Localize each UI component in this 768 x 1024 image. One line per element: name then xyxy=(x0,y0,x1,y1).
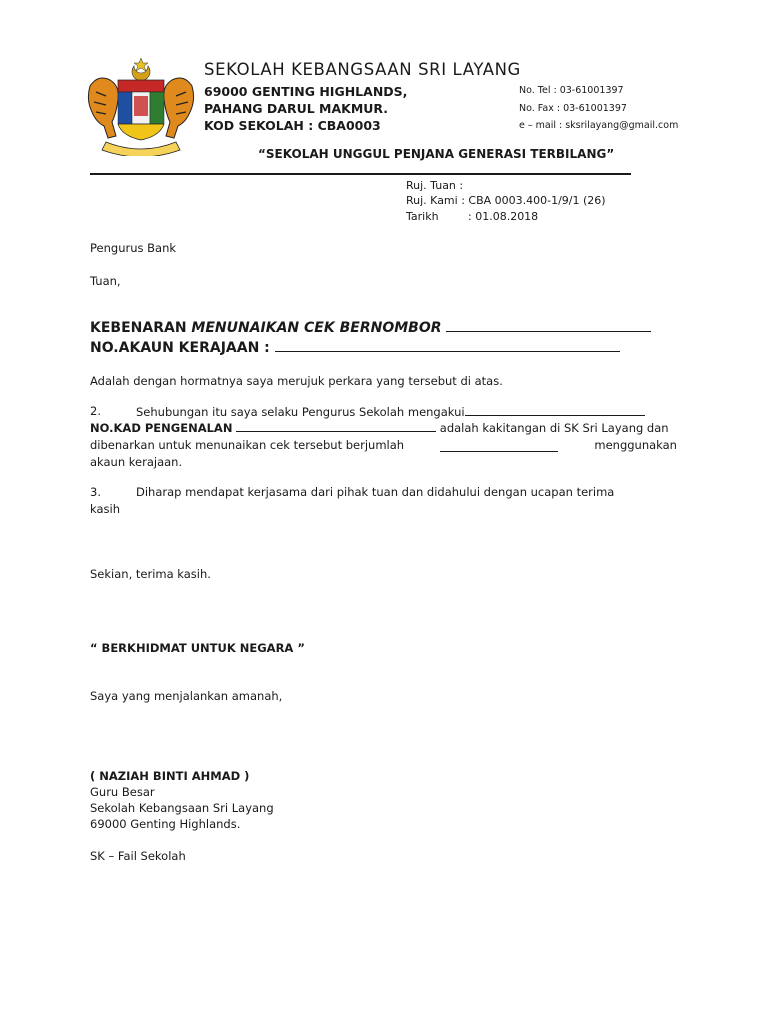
subject-account-label: NO.AKAUN KERAJAAN : xyxy=(90,340,270,356)
paragraph-2-text-a: Sehubungan itu saya selaku Pengurus Sekolah mengakui xyxy=(136,405,465,419)
ic-number-blank xyxy=(236,420,436,432)
school-name: SEKOLAH KEBANGSAAN SRI LAYANG xyxy=(204,60,521,79)
account-number-blank xyxy=(275,340,620,352)
ruj-kami: Ruj. Kami : CBA 0003.400-1/9/1 (26) xyxy=(406,194,606,207)
school-code: KOD SEKOLAH : CBA0003 xyxy=(204,118,381,133)
malaysia-coat-of-arms-icon xyxy=(84,56,198,156)
amount-blank xyxy=(440,440,558,452)
subject-line-2 xyxy=(90,340,620,356)
paragraph-2-line-3 xyxy=(90,438,677,452)
subject-italic: MENUNAIKAN CEK BERNOMBOR xyxy=(191,320,442,336)
paragraph-2-line-4: akaun kerajaan. xyxy=(90,455,183,469)
paragraph-2-line-2 xyxy=(90,420,669,435)
signatory-address: 69000 Genting Highlands. xyxy=(90,817,241,831)
name-blank xyxy=(465,404,645,416)
paragraph-3-number: 3. xyxy=(90,485,101,499)
tarikh-label: Tarikh xyxy=(406,210,439,223)
paragraph-1: Adalah dengan hormatnya saya merujuk perkara yang tersebut di atas. xyxy=(90,374,503,388)
signatory-school: Sekolah Kebangsaan Sri Layang xyxy=(90,801,274,815)
subject-line-1 xyxy=(90,320,651,336)
closing-trust: Saya yang menjalankan amanah, xyxy=(90,689,283,703)
cheque-number-blank xyxy=(446,320,651,332)
address-line-2: PAHANG DARUL MAKMUR. xyxy=(204,101,389,116)
paragraph-2-text-c: dibenarkan untuk menunaikan cek tersebut berjumlah xyxy=(90,438,405,452)
tarikh-value: : 01.08.2018 xyxy=(468,210,539,223)
paragraph-3-line-2: kasih xyxy=(90,502,120,516)
closing-thanks: Sekian, terima kasih. xyxy=(90,567,211,581)
contact-tel: No. Tel : 03-61001397 xyxy=(519,85,624,96)
ic-number-label: NO.KAD PENGENALAN xyxy=(90,421,233,435)
address-line-1: 69000 GENTING HIGHLANDS, xyxy=(204,84,408,99)
recipient: Pengurus Bank xyxy=(90,241,177,255)
letterhead-divider xyxy=(90,173,631,175)
paragraph-2-line-1 xyxy=(136,404,645,419)
subject-prefix: KEBENARAN xyxy=(90,320,192,336)
carbon-copy: SK – Fail Sekolah xyxy=(90,849,186,863)
paragraph-2-text-d: menggunakan xyxy=(594,438,677,452)
signatory-name: ( NAZIAH BINTI AHMAD ) xyxy=(90,769,250,783)
paragraph-2-number: 2. xyxy=(90,404,101,418)
contact-email: e – mail : sksrilayang@gmail.com xyxy=(519,120,679,131)
paragraph-3-line-1: Diharap mendapat kerjasama dari pihak tuan dan didahului dengan ucapan terima xyxy=(136,485,615,499)
salutation: Tuan, xyxy=(90,274,121,288)
paragraph-2-text-b: adalah kakitangan di SK Sri Layang dan xyxy=(439,421,669,435)
contact-fax: No. Fax : 03-61001397 xyxy=(519,103,627,114)
signatory-title: Guru Besar xyxy=(90,785,155,799)
slogan: “ BERKHIDMAT UNTUK NEGARA ” xyxy=(90,641,305,655)
school-motto: “SEKOLAH UNGGUL PENJANA GENERASI TERBILANG” xyxy=(258,147,615,161)
ruj-tuan: Ruj. Tuan : xyxy=(406,179,464,192)
